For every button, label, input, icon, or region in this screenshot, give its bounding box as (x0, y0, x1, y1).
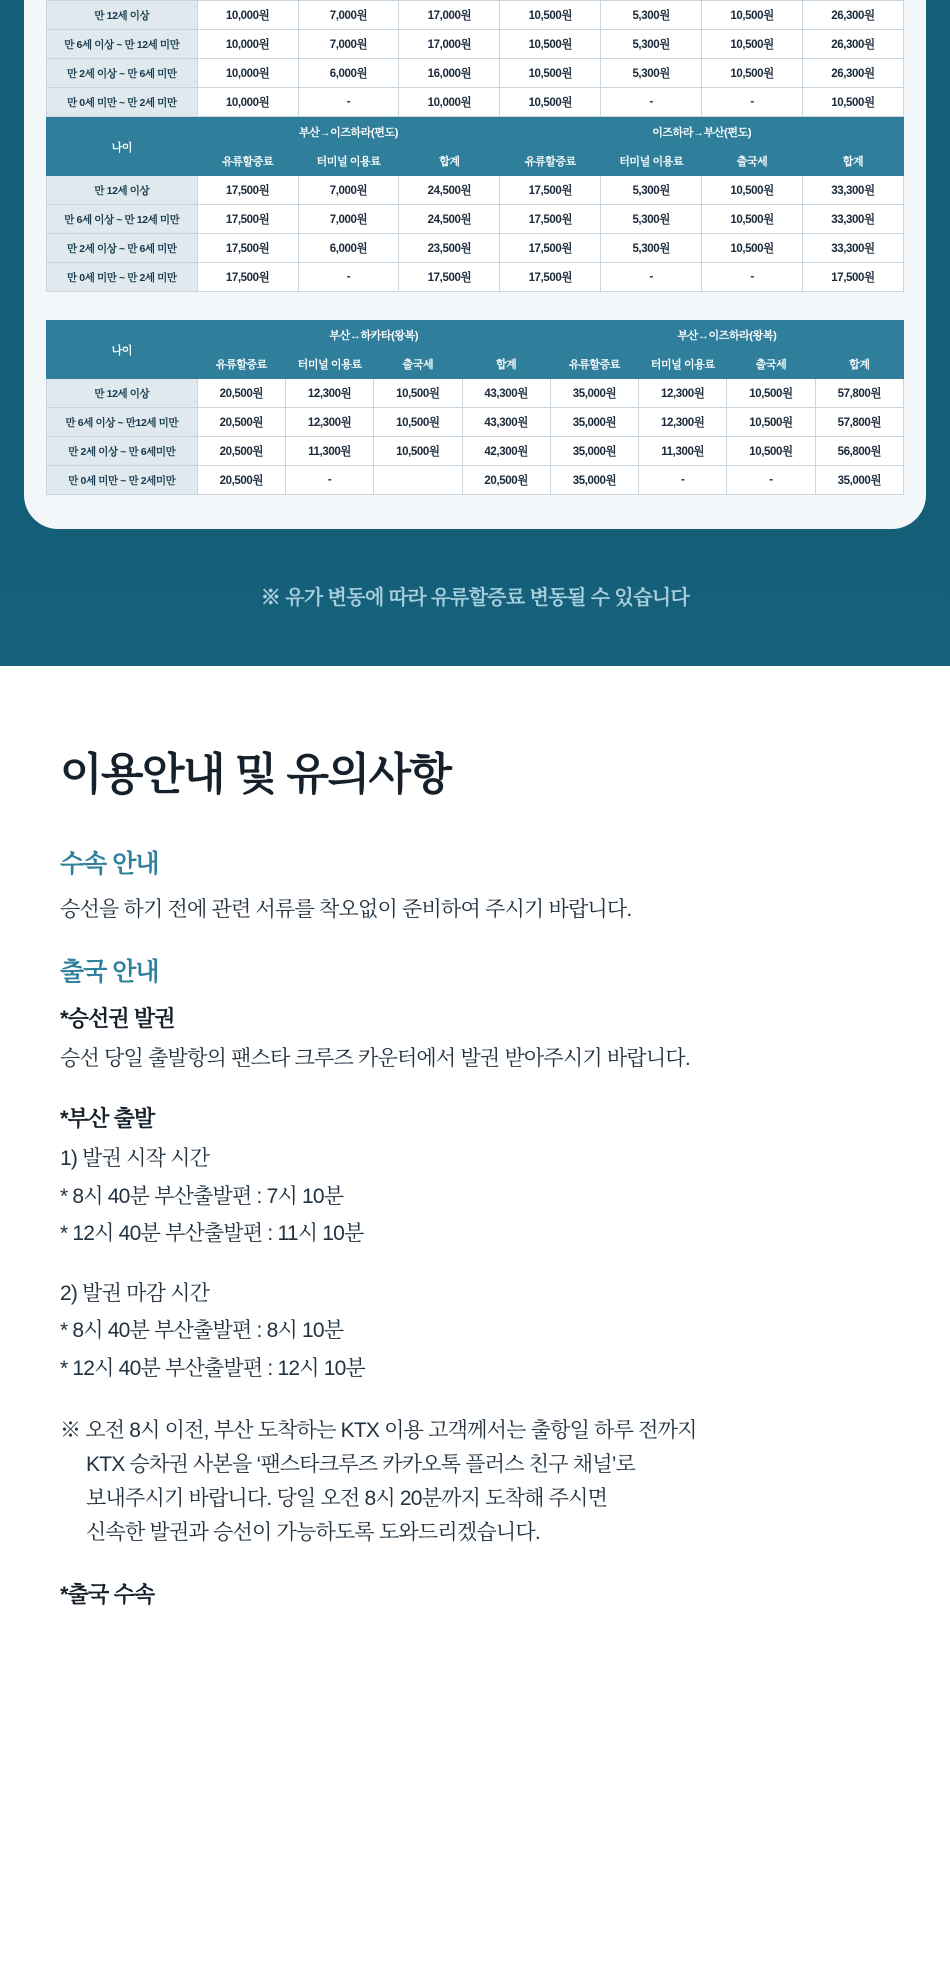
usage-info-section (0, 666, 950, 1659)
header-group-right: 이즈하라→부산(편도) (500, 118, 904, 147)
cell: 5,300원 (601, 234, 702, 263)
header-group-left: 부산→이즈하라(편도) (197, 118, 500, 147)
cell: 10,500원 (702, 205, 803, 234)
cell: 17,000원 (399, 30, 500, 59)
cell: 5,300원 (601, 30, 702, 59)
cell: 20,500원 (197, 408, 285, 437)
table-header-row (47, 321, 904, 350)
cell: 17,000원 (399, 1, 500, 30)
cell: 10,500원 (727, 379, 815, 408)
table-row (47, 205, 904, 234)
cell: 57,800원 (815, 408, 903, 437)
header-age: 나이 (47, 321, 198, 379)
cell: 10,500원 (702, 30, 803, 59)
fuel-surcharge-note: ※ 유가 변동에 따라 유류할증료 변동될 수 있습니다 (0, 529, 950, 666)
subheader: 터미널 이용료 (601, 147, 702, 176)
fare-table-3-body (47, 379, 904, 495)
fare-table-3-head (47, 321, 904, 379)
cell: 26,300원 (803, 1, 904, 30)
cell: 26,300원 (803, 30, 904, 59)
cell: 10,500원 (500, 30, 601, 59)
cell: 42,300원 (462, 437, 550, 466)
page-title: 이용안내 및 유의사항 (60, 750, 451, 799)
table-row (47, 379, 904, 408)
row-age-label: 만 6세 이상 ~ 만 12세 미만 (47, 30, 198, 59)
table-row (47, 88, 904, 117)
row-age-label: 만 2세 이상 ~ 만 6세 미만 (47, 234, 198, 263)
cell: - (702, 88, 803, 117)
cell: - (727, 466, 815, 495)
cell: 7,000원 (298, 1, 399, 30)
cell: 20,500원 (462, 466, 550, 495)
checkin-heading: 수속 안내 (60, 850, 159, 878)
cell: 5,300원 (601, 176, 702, 205)
fare-table-2-body (47, 176, 904, 292)
subheader: 합계 (462, 350, 550, 379)
cell: 33,300원 (803, 234, 904, 263)
fare-table-2-head (47, 118, 904, 176)
row-age-label: 만 0세 미만 ~ 만 2세미만 (47, 466, 198, 495)
cell: 11,300원 (639, 437, 727, 466)
ticket-issue-body: 승선 당일 출발항의 팬스타 크루즈 카운터에서 발권 받아주시기 바랍니다. (60, 1046, 690, 1070)
cell: 11,300원 (285, 437, 373, 466)
row-age-label: 만 6세 이상 ~ 만12세 미만 (47, 408, 198, 437)
cell: 5,300원 (601, 205, 702, 234)
row-age-label: 만 6세 이상 ~ 만 12세 미만 (47, 205, 198, 234)
table-header-row (47, 118, 904, 147)
cell: 20,500원 (197, 379, 285, 408)
cell: 17,500원 (500, 234, 601, 263)
checkin-body: 승선을 하기 전에 관련 서류를 착오없이 준비하여 주시기 바랍니다. (60, 898, 632, 921)
cell: 35,000원 (550, 408, 638, 437)
cell: - (639, 466, 727, 495)
cell: 17,500원 (197, 234, 298, 263)
subheader: 터미널 이용료 (639, 350, 727, 379)
issue-end-line-1: * 8시 40분 부산출발편 : 8시 10분 (60, 1319, 344, 1342)
cell (374, 466, 462, 495)
fare-table-clipped-wrap (24, 0, 926, 117)
cell: 23,500원 (399, 234, 500, 263)
row-age-label: 만 2세 이상 ~ 만 6세 미만 (47, 59, 198, 88)
cell: 10,500원 (500, 88, 601, 117)
cell: 24,500원 (399, 176, 500, 205)
cell: - (285, 466, 373, 495)
cell: 26,300원 (803, 59, 904, 88)
cell: 10,500원 (803, 88, 904, 117)
cell: 10,000원 (197, 30, 298, 59)
cell: 17,500원 (803, 263, 904, 292)
departure-heading: 출국 안내 (60, 957, 159, 986)
cell: 33,300원 (803, 176, 904, 205)
table-row (47, 176, 904, 205)
cell: 7,000원 (298, 205, 399, 234)
subheader: 유류할증료 (550, 350, 638, 379)
header-group-left: 부산↔하카타(왕복) (197, 321, 550, 350)
cell: 10,500원 (702, 59, 803, 88)
cell: 10,000원 (399, 88, 500, 117)
cell: - (702, 263, 803, 292)
cell: 10,500원 (374, 437, 462, 466)
header-age: 나이 (47, 118, 198, 176)
cell: 35,000원 (550, 437, 638, 466)
subheader: 합계 (399, 147, 500, 176)
cell: 10,500원 (374, 379, 462, 408)
spacer (60, 1256, 890, 1272)
cell: 17,500원 (197, 263, 298, 292)
issue-start-line-2: * 12시 40분 부산출발편 : 11시 10분 (60, 1222, 364, 1245)
cell: 10,000원 (197, 1, 298, 30)
cell: 5,300원 (601, 59, 702, 88)
ktx-note-line-4: 신속한 발권과 승선이 가능하도록 도와드리겠습니다. (86, 1521, 540, 1545)
subheader: 유류할증료 (197, 350, 285, 379)
cell: 10,500원 (727, 437, 815, 466)
fare-table-clipped-body (47, 1, 904, 117)
subheader: 유류할증료 (500, 147, 601, 176)
table-row (47, 466, 904, 495)
fare-panel (24, 117, 926, 529)
row-age-label: 만 0세 미만 ~ 만 2세 미만 (47, 88, 198, 117)
ktx-note (60, 1414, 890, 1550)
table-row (47, 263, 904, 292)
cell: - (601, 88, 702, 117)
table-row (47, 1, 904, 30)
issue-start-label: 1) 발권 시작 시간 (60, 1147, 210, 1170)
table-row (47, 30, 904, 59)
row-age-label: 만 0세 미만 ~ 만 2세 미만 (47, 263, 198, 292)
cell: 6,000원 (298, 234, 399, 263)
cell: 10,500원 (727, 408, 815, 437)
table-row (47, 437, 904, 466)
cell: 5,300원 (601, 1, 702, 30)
cell: 17,500원 (500, 176, 601, 205)
cell: 10,500원 (702, 176, 803, 205)
cell: 6,000원 (298, 59, 399, 88)
cell: 56,800원 (815, 437, 903, 466)
issue-end-label: 2) 발권 마감 시간 (60, 1281, 210, 1305)
fare-table-clipped (46, 0, 904, 117)
cell: 10,000원 (197, 59, 298, 88)
row-age-label: 만 12세 이상 (47, 379, 198, 408)
subheader: 출국세 (727, 350, 815, 379)
subheader: 합계 (815, 350, 903, 379)
cell: 7,000원 (298, 176, 399, 205)
subheader: 유류할증료 (197, 147, 298, 176)
cell: 12,300원 (285, 408, 373, 437)
cell: 35,000원 (815, 466, 903, 495)
subheader: 터미널 이용료 (298, 147, 399, 176)
cell: - (298, 263, 399, 292)
cell: 17,500원 (197, 176, 298, 205)
cell: 12,300원 (285, 379, 373, 408)
cell: 10,500원 (702, 234, 803, 263)
cell: 24,500원 (399, 205, 500, 234)
subheader: 출국세 (702, 147, 803, 176)
cell: 17,500원 (197, 205, 298, 234)
issue-start-line-1: * 8시 40분 부산출발편 : 7시 10분 (60, 1184, 344, 1208)
cell: 10,500원 (500, 59, 601, 88)
cell: 57,800원 (815, 379, 903, 408)
cell: - (601, 263, 702, 292)
cell: 43,300원 (462, 379, 550, 408)
table-row (47, 408, 904, 437)
cell: 17,500원 (500, 205, 601, 234)
cell: 10,000원 (197, 88, 298, 117)
cell: 20,500원 (197, 466, 285, 495)
row-age-label: 만 12세 이상 (47, 1, 198, 30)
cell: 35,000원 (550, 466, 638, 495)
cell: 10,500원 (500, 1, 601, 30)
table-row (47, 59, 904, 88)
subheader: 터미널 이용료 (285, 350, 373, 379)
subheader: 합계 (803, 147, 904, 176)
cell: 12,300원 (639, 408, 727, 437)
row-age-label: 만 12세 이상 (47, 176, 198, 205)
fare-section (0, 0, 950, 666)
ktx-note-line-2: KTX 승차권 사본을 ‘팬스타크루즈 카카오톡 플러스 친구 채널’로 (86, 1453, 636, 1477)
cell: 16,000원 (399, 59, 500, 88)
issue-end-line-2: * 12시 40분 부산출발편 : 12시 10분 (60, 1356, 366, 1380)
cell: 7,000원 (298, 30, 399, 59)
cell: 17,500원 (399, 263, 500, 292)
cell: 17,500원 (500, 263, 601, 292)
busan-departure-heading: *부산 출발 (60, 1106, 155, 1131)
cell: 35,000원 (550, 379, 638, 408)
ktx-note-line-1: ※ 오전 8시 이전, 부산 도착하는 KTX 이용 고객께서는 출항일 하루 전까지 (60, 1419, 697, 1442)
ticket-issue-heading: *승선권 발권 (60, 1005, 175, 1031)
cell: 43,300원 (462, 408, 550, 437)
cell: 10,500원 (374, 408, 462, 437)
row-age-label: 만 2세 이상 ~ 만 6세미만 (47, 437, 198, 466)
cell: 20,500원 (197, 437, 285, 466)
cell: - (298, 88, 399, 117)
table-row (47, 234, 904, 263)
cell: 10,500원 (702, 1, 803, 30)
subheader: 출국세 (374, 350, 462, 379)
fare-table-roundtrip (46, 320, 904, 495)
header-group-right: 부산↔이즈하라(왕복) (550, 321, 903, 350)
ktx-note-line-3: 보내주시기 바랍니다. 당일 오전 8시 20분까지 도착해 주시면 (86, 1487, 608, 1511)
cell: 33,300원 (803, 205, 904, 234)
exit-procedure-heading: *출국 수속 (60, 1582, 155, 1608)
fare-table-izuhara-oneway (46, 117, 904, 292)
cell: 12,300원 (639, 379, 727, 408)
